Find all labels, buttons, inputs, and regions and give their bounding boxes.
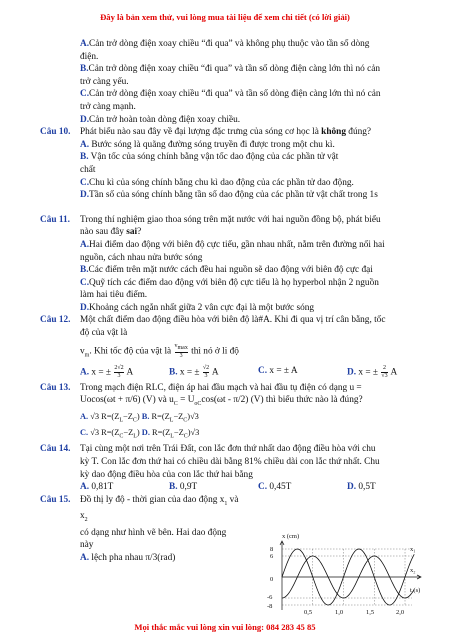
q11-option-a-cont: nguồn, cách nhau nửa bước sóng [80, 252, 203, 263]
q9-option-a-cont: điện. [80, 51, 99, 62]
q12-option-b: B. x = ± $\frac{√2}{3}$ A [169, 364, 219, 379]
q13-option-c: C. √3 $R=(Z_C-Z_L)$ [80, 428, 140, 440]
question-stem-cont: độ của vật là [80, 328, 128, 339]
question-15 [40, 494, 436, 510]
q14-option-a: A. 0,81T [80, 482, 114, 493]
x-tick-label: 1,0 [335, 609, 344, 616]
x-tick-label: 1,5 [366, 609, 375, 616]
question-11 [40, 214, 436, 227]
q9-option-a: A.Cản trở dòng điện xoay chiều “đi qua” và không phụ thuộc vào tần số dòng [80, 39, 370, 49]
question-14 [40, 443, 436, 456]
q13-option-a: A. √3 $R=(Z_L-Z_C)$ [80, 411, 140, 424]
question-12 [40, 314, 436, 327]
q12-option-d: D. x = ± $\frac{2}{√3}$ A [347, 364, 398, 379]
question-number: Câu 15. [40, 494, 71, 505]
question-number: Câu 14. [40, 444, 71, 455]
question-stem-cont: Uocos(ωt + π/6) (V) và $u_C = U_{oC}\cos(\omega t - \pi/2)$ (V) thì biểu thức nào là đúng? [80, 395, 363, 408]
question-stem: Một chất điểm dao động điều hòa với biên độ là#A. Khi đi qua vị trí cân bằng, tốc [80, 315, 386, 326]
series-label-x2: x₂ [410, 567, 416, 574]
q10-option-c: C.Chu kì của sóng chính bằng chu kì dao động của các phần tử dao động. [80, 177, 354, 188]
q9-option-b: B.Cản trở dòng điện xoay chiều “đi qua” và tần số dòng điện càng lớn thì nó cản [80, 64, 381, 75]
question-stem: Tại cùng một nơi trên Trái Đất, con lắc đơn thứ nhất dao động điều hòa với chu [80, 444, 376, 455]
question-stem-cont: $v_m$. Khi tốc độ của vật là $\frac{vmax}{3}$ thì nó ở li độ [80, 342, 239, 359]
x-axis-label: t (s) [410, 587, 421, 594]
question-stem-cont: nào sau đây sai? [80, 227, 142, 238]
q11-option-c: C.Quỹ tích các điểm dao động với biên độ cực tiểu là họ hyperbol nhận 2 nguồn [80, 277, 379, 288]
question-stem-cont: $x_2$ [80, 511, 88, 524]
q13-options-row2 [40, 427, 436, 443]
x-tick-label: 2,0 [396, 609, 405, 616]
vmax-fraction: $\frac{vmax}{3}$ [174, 342, 188, 359]
q12-option-c: C. x = ± A [258, 365, 298, 376]
q11-option-a: A.Hai điểm dao động với biên độ cực tiểu, gần nhau nhất, nằm trên đường nối hai [80, 239, 385, 250]
question-stem-cont: này [80, 540, 94, 551]
q9-option-b-cont: trở càng yếu. [80, 76, 129, 87]
y-tick-label: 0 [270, 576, 274, 583]
y-tick-label: 8 [270, 546, 274, 553]
q14-option-d: D. 0,5T [347, 482, 376, 493]
q9-option-c: C.Cản trở dòng điện xoay chiều “đi qua” và tần số dòng điện càng lớn thì nó cản [80, 89, 381, 100]
question-stem-cont: kỳ dao động điều hòa của con lắc thứ hai bằng [80, 469, 253, 480]
question-stem-cont: kỳ T. Con lắc đơn thứ hai có chiều dài bằng 81% chiều dài con lắc thứ nhất. Chu [80, 457, 380, 468]
q9-option-c-cont: trở càng mạnh. [80, 101, 136, 112]
q9-options [40, 38, 436, 126]
question-stem: Phát biểu nào sau đây về đại lượng đặc trưng của sóng cơ học là không đúng? [80, 127, 372, 138]
q13-option-b: B. $R=(Z_L-Z_C)√3$ [141, 411, 199, 424]
question-stem-cont: có dạng như hình vẽ bên. Hai dao động [80, 527, 227, 538]
q10-option-b-cont: chất [80, 164, 96, 175]
x-tick-label: 0,5 [304, 609, 313, 616]
y-axis-label: x (cm) [282, 533, 300, 540]
question-10 [40, 126, 436, 139]
contact-footer: Mọi thắc mắc vui lòng xin vui lòng: 084 283 45 85 [134, 622, 316, 632]
question-number: Câu 10. [40, 127, 71, 138]
q11-option-d: D.Khoảng cách ngắn nhất giữa 2 vân cực đại là một bước sóng [80, 302, 315, 313]
question-number: Câu 11. [40, 214, 70, 225]
q12-options [40, 362, 436, 380]
q10-option-d: D.Tần số của sóng chính bằng tần số dao động của các phần tử vật chất trong 1s [80, 190, 378, 201]
oscillation-graph [260, 530, 430, 616]
q10-option-a: A. Bước sóng là quãng đường sóng truyền đi được trong một chu kì. [80, 139, 335, 150]
question-stem: Trong mạch điện RLC, điện áp hai đầu mạch và hai đầu tụ điện có dạng u = [80, 382, 362, 393]
document-body [40, 38, 436, 564]
q11-option-b: B.Các điểm trên mặt nước cách đều hai nguồn sẽ dao động với biên độ cực đại [80, 265, 373, 276]
q11-option-c-cont: làm hai tiêu điểm. [80, 290, 148, 301]
y-tick-label: -6 [267, 594, 273, 601]
q12-option-a: A. x = ± $\frac{2√2}{3}$ A [80, 364, 134, 379]
question-stem: Trong thí nghiệm giao thoa sóng trên mặt nước với hai nguồn đồng bộ, phát biểu [80, 214, 381, 225]
preview-header: Đây là bản xem thử, vui lòng mua tài liệu để xem chi tiết (có lời giải) [100, 12, 350, 22]
oscillation-graph-svg [260, 530, 430, 616]
q13-options-row1 [40, 411, 436, 427]
q15-option-a: A. lệch pha nhau π/3(rad) [80, 552, 176, 563]
q13-option-d: D. $R=(Z_L-Z_C)√3$ [141, 428, 200, 440]
question-stem: Đồ thị ly độ - thời gian của dao động $x_1$ và [80, 494, 239, 507]
y-tick-label: 6 [270, 553, 274, 560]
y-tick-label: -8 [267, 603, 273, 610]
series-label-x1: x₁ [410, 546, 416, 553]
question-number: Câu 12. [40, 315, 71, 326]
q14-option-c: C. 0,45T [258, 482, 292, 493]
question-number: Câu 13. [40, 382, 71, 393]
q14-options [40, 481, 436, 494]
q10-option-b: B. Vận tốc của sóng chính bằng vận tốc dao động của các phần tử vật [80, 152, 339, 163]
question-13 [40, 380, 436, 395]
q14-option-b: B. 0,9T [169, 482, 198, 493]
q9-option-d: D.Cản trở hoàn toàn dòng điện xoay chiều. [80, 114, 241, 125]
